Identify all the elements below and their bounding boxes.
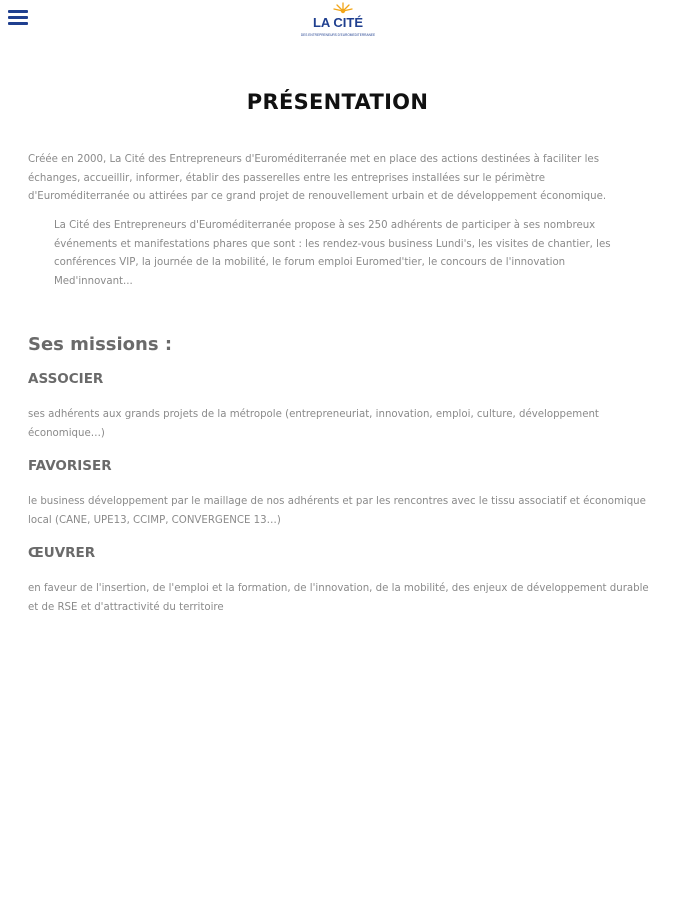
mission-text-oeuvrer: en faveur de l'insertion, de l'emploi et la formation, de l'innovation, de la mobilité, des enjeux de développement durable et de RSE et d'attractivité du territoire [28, 583, 649, 613]
mission-heading-oeuvrer: ŒUVRER [28, 545, 96, 561]
logo-graphic [300, 0, 376, 44]
logo-text: LA CITÉ [312, 15, 364, 30]
logo-tagline: DES ENTREPRENEURS D'EUROMEDITERRANEE [300, 33, 376, 37]
mission-text-favoriser: le business développement par le maillage de nos adhérents et par les rencontres avec le tissu associatif et économique local (CANE, UPE13, CCIMP, CONVERGENCE 13…) [28, 496, 646, 526]
logo[interactable] [300, 0, 376, 44]
header [0, 0, 675, 50]
mission-text-associer: ses adhérents aux grands projets de la métropole (entrepreneuriat, innovation, emploi, culture, développement économique…) [28, 409, 599, 439]
mission-heading-favoriser: FAVORISER [28, 458, 112, 474]
page-title: PRÉSENTATION [246, 90, 429, 114]
mission-heading-associer: ASSOCIER [28, 371, 104, 387]
intro-paragraph: Créée en 2000, La Cité des Entrepreneurs d'Euroméditerranée met en place des actions destinées à faciliter les échanges, accueillir, informer, établir des passerelles entre les entreprises installées sur le périmètre d'Euroméditerranée ou attirées par ce grand projet de renouvellement urbain et de développement économique. [28, 154, 607, 202]
events-quote: La Cité des Entrepreneurs d'Euroméditerranée propose à ses 250 adhérents de participer à ses nombreux événements et manifestations phares que sont : les rendez-vous business Lundi's, les visites de chantier, les conférences VIP, la journée de la mobilité, le forum emploi Euromed'tier, le concours de l'innovation Med'innovant... [54, 220, 611, 287]
missions-title: Ses missions : [28, 334, 173, 355]
menu-icon[interactable] [8, 10, 28, 26]
